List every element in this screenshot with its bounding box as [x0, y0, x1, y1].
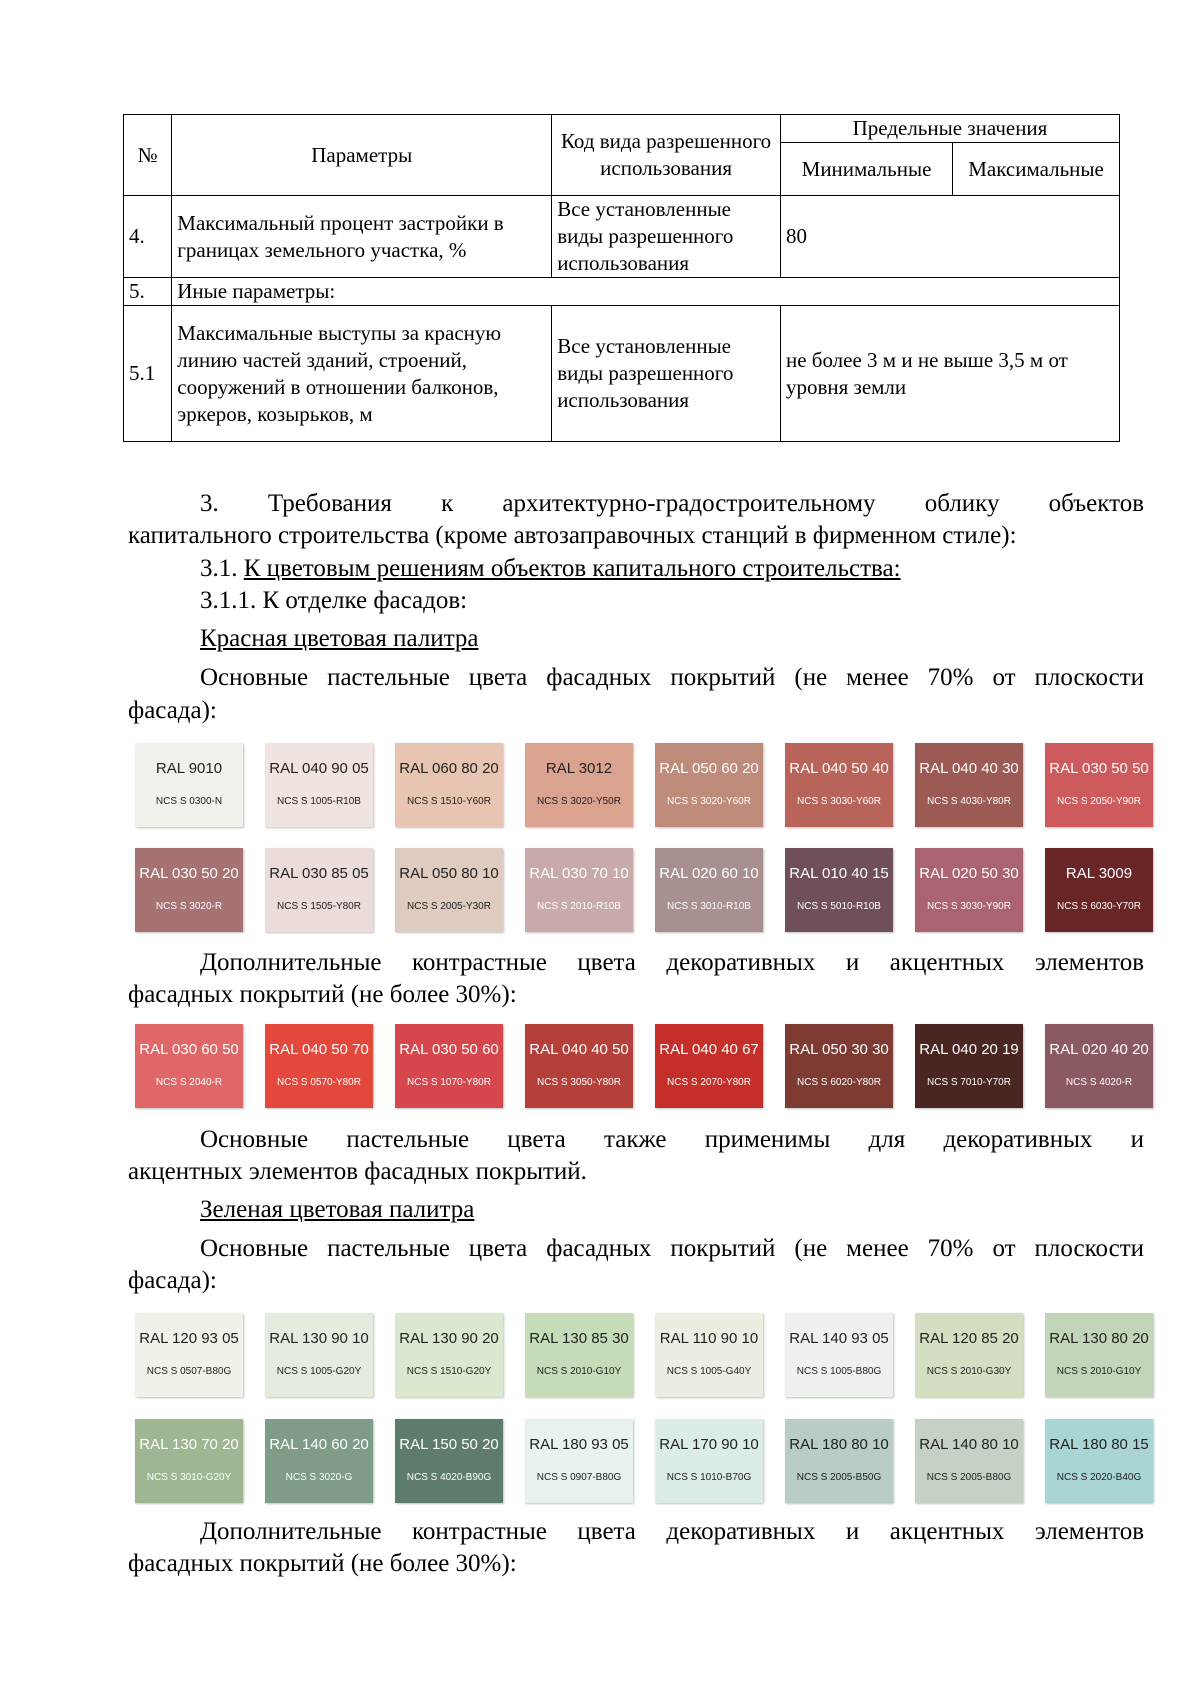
swatch-ncs-code: NCS S 3050-Y80R: [537, 1077, 621, 1088]
color-swatch: [525, 743, 633, 827]
table-header-row: [124, 115, 1120, 143]
swatch-ncs-code: NCS S 4020-B90G: [406, 1472, 492, 1483]
color-swatch: [1045, 1419, 1153, 1503]
swatch-ral-code: RAL 030 85 05: [269, 865, 369, 882]
header-code: Код вида разрешенного использования: [552, 115, 781, 196]
swatch-ral-code: RAL 180 93 05: [529, 1436, 629, 1453]
swatch-ncs-code: NCS S 2020-B40G: [1056, 1472, 1142, 1483]
color-swatch: [395, 1419, 503, 1503]
swatch-ral-code: RAL 040 20 19: [919, 1041, 1019, 1058]
swatch-ncs-code: NCS S 1005-B80G: [796, 1366, 882, 1377]
row-value: 80: [780, 196, 1119, 278]
red-extra-line2: фасадных покрытий (не более 30%):: [128, 981, 517, 1008]
swatch-ral-code: RAL 020 50 30: [919, 865, 1019, 882]
swatch-ncs-code: NCS S 1510-G20Y: [406, 1366, 492, 1377]
swatch-ral-code: RAL 050 60 20: [659, 760, 759, 777]
color-swatch: [915, 848, 1023, 932]
color-swatch: [135, 1313, 243, 1397]
swatch-ral-code: RAL 130 90 20: [399, 1330, 499, 1347]
swatch-ral-code: RAL 050 80 10: [399, 865, 499, 882]
swatch-ral-code: RAL 140 60 20: [269, 1436, 369, 1453]
swatch-ncs-code: NCS S 2005-B80G: [926, 1472, 1012, 1483]
row-param: Иные параметры:: [172, 278, 1120, 306]
swatch-ral-code: RAL 020 60 10: [659, 865, 759, 882]
applicability-line2: акцентных элементов фасадных покрытий.: [128, 1158, 587, 1185]
swatch-ncs-code: NCS S 1070-Y80R: [407, 1077, 491, 1088]
header-num: №: [124, 115, 172, 196]
swatch-ral-code: RAL 010 40 15: [789, 865, 889, 882]
swatch-ncs-code: NCS S 0507-B80G: [146, 1366, 232, 1377]
section-3-1-title: К цветовым решениям объектов капитального строительства:: [243, 555, 901, 582]
swatch-ral-code: RAL 040 40 67: [659, 1041, 759, 1058]
swatch-ncs-code: NCS S 3030-Y90R: [927, 901, 1011, 912]
color-swatch: [785, 1313, 893, 1397]
swatch-ncs-code: NCS S 3020-G: [285, 1472, 353, 1483]
color-swatch: [265, 1024, 373, 1108]
color-swatch: [135, 848, 243, 932]
color-swatch: [265, 1419, 373, 1503]
swatch-ncs-code: NCS S 2010-G10Y: [1056, 1366, 1142, 1377]
header-limits: Предельные значения: [780, 115, 1119, 143]
color-swatch: [135, 1024, 243, 1108]
swatch-ral-code: RAL 130 80 20: [1049, 1330, 1149, 1347]
section-3-1-heading: [200, 553, 901, 585]
swatch-ral-code: RAL 170 90 10: [659, 1436, 759, 1453]
table-row: [124, 278, 1120, 306]
header-params: Параметры: [172, 115, 552, 196]
color-swatch: [655, 1024, 763, 1108]
swatch-ncs-code: NCS S 0907-B80G: [536, 1472, 622, 1483]
swatch-ral-code: RAL 020 40 20: [1049, 1041, 1149, 1058]
swatch-ral-code: RAL 130 90 10: [269, 1330, 369, 1347]
swatch-ral-code: RAL 050 30 30: [789, 1041, 889, 1058]
section-3-1-number: 3.1.: [200, 555, 238, 582]
color-swatch: [1045, 743, 1153, 827]
row-param: Максимальные выступы за красную линию частей зданий, строений, сооружений в отношении балконов, эркеров, козырьков, м: [172, 306, 552, 442]
color-swatch: [1045, 1313, 1153, 1397]
swatch-ral-code: RAL 9010: [155, 760, 223, 777]
color-swatch: [525, 1024, 633, 1108]
swatch-ral-code: RAL 060 80 20: [399, 760, 499, 777]
swatch-ral-code: RAL 030 50 50: [1049, 760, 1149, 777]
swatch-ral-code: RAL 180 80 15: [1049, 1436, 1149, 1453]
color-swatch: [135, 1419, 243, 1503]
swatch-ncs-code: NCS S 2010-G10Y: [536, 1366, 622, 1377]
color-swatch: [915, 1024, 1023, 1108]
swatch-ncs-code: NCS S 7010-Y70R: [927, 1077, 1011, 1088]
swatch-ncs-code: NCS S 0300-N: [155, 796, 223, 807]
color-swatch: [785, 1024, 893, 1108]
green-main-line2: фасада):: [128, 1267, 217, 1294]
color-swatch: [525, 1313, 633, 1397]
color-swatch: [265, 1313, 373, 1397]
swatch-ncs-code: NCS S 1010-B70G: [666, 1472, 752, 1483]
applicability-line1: Основные пастельные цвета также применимы для декоративных и: [200, 1126, 1144, 1153]
swatch-ral-code: RAL 3012: [545, 760, 613, 777]
swatch-ncs-code: NCS S 6030-Y70R: [1057, 901, 1141, 912]
row-num: 5.1: [124, 306, 172, 442]
red-extra-line1: Дополнительные контрастные цвета декоративных и акцентных элементов: [200, 949, 1144, 976]
color-swatch: [265, 848, 373, 932]
swatch-ral-code: RAL 040 90 05: [269, 760, 369, 777]
swatch-ral-code: RAL 130 85 30: [529, 1330, 629, 1347]
header-max: Максимальные: [953, 143, 1120, 196]
color-swatch: [655, 848, 763, 932]
swatch-ncs-code: NCS S 2040-R: [155, 1077, 223, 1088]
swatch-ral-code: RAL 150 50 20: [399, 1436, 499, 1453]
swatch-ral-code: RAL 040 40 30: [919, 760, 1019, 777]
swatch-ral-code: RAL 140 93 05: [789, 1330, 889, 1347]
swatch-ncs-code: NCS S 1510-Y60R: [407, 796, 491, 807]
swatch-ncs-code: NCS S 2050-Y90R: [1057, 796, 1141, 807]
swatch-ncs-code: NCS S 3020-R: [155, 901, 223, 912]
swatch-row-green-main-2: [135, 1419, 1155, 1503]
swatch-row-green-main-1: [135, 1313, 1155, 1397]
section-3-line2: капитального строительства (кроме автозаправочных станций в фирменном стиле):: [128, 522, 1017, 549]
swatch-ncs-code: NCS S 1005-G20Y: [276, 1366, 362, 1377]
swatch-ncs-code: NCS S 2005-B50G: [796, 1472, 882, 1483]
swatch-ral-code: RAL 030 50 20: [139, 865, 239, 882]
red-main-line2: фасада):: [128, 697, 217, 724]
swatch-ncs-code: NCS S 0570-Y80R: [277, 1077, 361, 1088]
swatch-ncs-code: NCS S 3020-Y50R: [537, 796, 621, 807]
swatch-ral-code: RAL 040 50 70: [269, 1041, 369, 1058]
swatch-ncs-code: NCS S 4030-Y80R: [927, 796, 1011, 807]
row-num: 4.: [124, 196, 172, 278]
color-swatch: [655, 1313, 763, 1397]
swatch-ral-code: RAL 030 60 50: [139, 1041, 239, 1058]
swatch-ncs-code: NCS S 1005-R10B: [277, 796, 361, 807]
row-param: Максимальный процент застройки в границах земельного участка, %: [172, 196, 552, 278]
color-swatch: [1045, 1024, 1153, 1108]
color-swatch: [265, 743, 373, 827]
swatch-ncs-code: NCS S 1505-Y80R: [277, 901, 361, 912]
swatch-ncs-code: NCS S 2005-Y30R: [407, 901, 491, 912]
swatch-ral-code: RAL 3009: [1065, 865, 1133, 882]
swatch-ral-code: RAL 140 80 10: [919, 1436, 1019, 1453]
swatch-ral-code: RAL 120 85 20: [919, 1330, 1019, 1347]
color-swatch: [395, 743, 503, 827]
color-swatch: [785, 1419, 893, 1503]
swatch-ral-code: RAL 040 40 50: [529, 1041, 629, 1058]
color-swatch: [525, 1419, 633, 1503]
green-extra-line2: фасадных покрытий (не более 30%):: [128, 1550, 517, 1577]
swatch-ral-code: RAL 030 50 60: [399, 1041, 499, 1058]
red-palette-heading: Красная цветовая палитра: [200, 625, 479, 652]
swatch-ncs-code: NCS S 2010-G30Y: [926, 1366, 1012, 1377]
row-num: 5.: [124, 278, 172, 306]
swatch-ncs-code: NCS S 3010-G20Y: [146, 1472, 232, 1483]
swatch-ncs-code: NCS S 3030-Y60R: [797, 796, 881, 807]
row-code: Все установленные виды разрешенного использования: [552, 306, 781, 442]
color-swatch: [525, 848, 633, 932]
header-min: Минимальные: [780, 143, 952, 196]
color-swatch: [395, 1024, 503, 1108]
color-swatch: [915, 743, 1023, 827]
swatch-ncs-code: NCS S 6020-Y80R: [797, 1077, 881, 1088]
swatch-ral-code: RAL 130 70 20: [139, 1436, 239, 1453]
color-swatch: [655, 743, 763, 827]
red-main-line1: Основные пастельные цвета фасадных покрытий (не менее 70% от плоскости: [200, 664, 1144, 691]
parameters-table: [123, 114, 1120, 442]
color-swatch: [915, 1419, 1023, 1503]
color-swatch: [785, 848, 893, 932]
swatch-ncs-code: NCS S 2070-Y80R: [667, 1077, 751, 1088]
swatch-ral-code: RAL 180 80 10: [789, 1436, 889, 1453]
swatch-row-red-main-1: [135, 743, 1155, 827]
green-extra-line1: Дополнительные контрастные цвета декоративных и акцентных элементов: [200, 1518, 1144, 1545]
swatch-ral-code: RAL 120 93 05: [139, 1330, 239, 1347]
swatch-ncs-code: NCS S 5010-R10B: [797, 901, 881, 912]
swatch-ncs-code: NCS S 2010-R10B: [537, 901, 621, 912]
color-swatch: [135, 743, 243, 827]
table-row: [124, 306, 1120, 442]
swatch-row-red-main-2: [135, 848, 1155, 932]
swatch-ral-code: RAL 030 70 10: [529, 865, 629, 882]
row-value: не более 3 м и не выше 3,5 м от уровня земли: [780, 306, 1119, 442]
swatch-ncs-code: NCS S 1005-G40Y: [666, 1366, 752, 1377]
swatch-ncs-code: NCS S 3010-R10B: [667, 901, 751, 912]
section-3-1-1: 3.1.1. К отделке фасадов:: [200, 587, 468, 614]
row-code: Все установленные виды разрешенного использования: [552, 196, 781, 278]
swatch-row-red-extra: [135, 1024, 1155, 1108]
color-swatch: [395, 1313, 503, 1397]
swatch-ral-code: RAL 040 50 40: [789, 760, 889, 777]
green-palette-heading: Зеленая цветовая палитра: [200, 1196, 475, 1223]
green-main-line1: Основные пастельные цвета фасадных покрытий (не менее 70% от плоскости: [200, 1235, 1144, 1262]
color-swatch: [395, 848, 503, 932]
color-swatch: [1045, 848, 1153, 932]
section-3-line1: 3. Требования к архитектурно-градостроительному облику объектов: [200, 490, 1144, 517]
color-swatch: [915, 1313, 1023, 1397]
swatch-ral-code: RAL 110 90 10: [659, 1330, 759, 1347]
color-swatch: [785, 743, 893, 827]
swatch-ncs-code: NCS S 3020-Y60R: [667, 796, 751, 807]
table-row: [124, 196, 1120, 278]
swatch-ncs-code: NCS S 4020-R: [1065, 1077, 1133, 1088]
color-swatch: [655, 1419, 763, 1503]
